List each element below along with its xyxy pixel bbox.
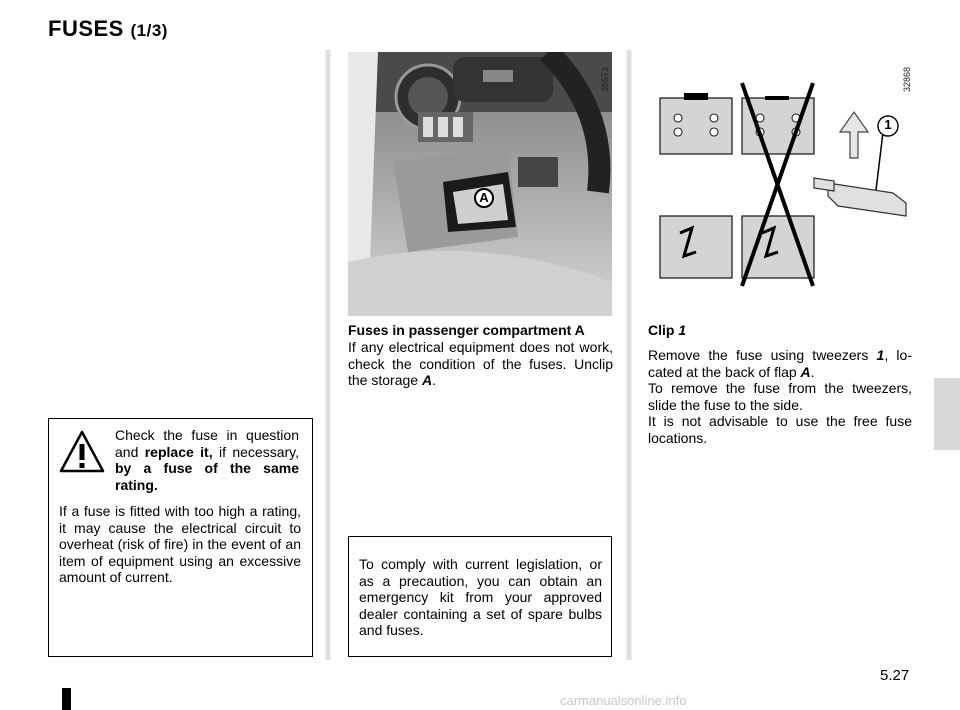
right-paragraph-3: It is not advisable to use the free fuse locations. <box>648 413 912 446</box>
section-thumb-tab <box>934 378 960 450</box>
page-title-sub: (1/3) <box>130 21 168 40</box>
diagram-label-1: 1 <box>884 117 892 132</box>
note-box <box>348 536 612 657</box>
dashboard-photo <box>348 52 612 316</box>
note-text: To comply with current legislation, or as a precaution, you can obtain an emergency kit from your approved dealer containing a set of spare bulbs and fuses. <box>359 556 602 638</box>
section-heading: Fuses in passenger compartment A <box>348 322 585 338</box>
right-text: Remove the fuse using tweezers <box>648 347 877 363</box>
warning-paragraph-2: If a fuse is fitted with too high a rating, it may cause the electrical circuit to overheat (risk of fire) in the event of an item of equipment using an excessive amount of current. <box>59 503 301 585</box>
clip-label: Clip <box>648 322 679 338</box>
page-title-main: FUSES <box>48 16 124 41</box>
warning-box <box>48 418 313 657</box>
warning-text: Check the fuse in question and <box>115 427 299 460</box>
photo-label-a: A <box>474 188 494 208</box>
warning-paragraph-1 <box>115 427 299 493</box>
clip-heading <box>648 322 912 339</box>
middle-paragraph <box>348 339 613 389</box>
warning-bold: by a fuse of the same rating. <box>115 460 299 493</box>
middle-end: . <box>432 372 436 388</box>
warning-bold: replace it, <box>144 443 213 460</box>
right-end: . <box>810 363 815 380</box>
footer-bar <box>62 688 71 710</box>
page-title <box>48 16 168 42</box>
ref-a: A <box>421 372 433 388</box>
right-paragraph-1 <box>648 347 912 380</box>
diagram-code: 32868 <box>902 66 912 92</box>
column-divider-left <box>325 50 331 660</box>
ref-a: A <box>800 363 811 380</box>
ref-1: 1 <box>876 347 885 363</box>
right-text: , located at the back of flap <box>648 347 912 380</box>
column-divider-right <box>626 50 632 660</box>
page-number: 5.27 <box>880 667 910 684</box>
right-paragraph-2: To remove the fuse from the tweezers, slide the fuse to the side. <box>648 380 912 413</box>
fuse-diagram-svg <box>648 78 918 290</box>
dashboard-illustration <box>348 52 612 316</box>
clip-number: 1 <box>678 322 687 338</box>
warning-triangle-icon <box>59 429 105 475</box>
middle-text: If any electrical equipment does not work, check the condition of the fuses. Unclip the storage <box>348 339 613 388</box>
warning-text: if necessary, <box>212 443 299 460</box>
fuse-clip-diagram <box>648 78 918 290</box>
photo-code: 36573 <box>600 66 610 92</box>
watermark: carmanualsonline.info <box>560 693 687 708</box>
